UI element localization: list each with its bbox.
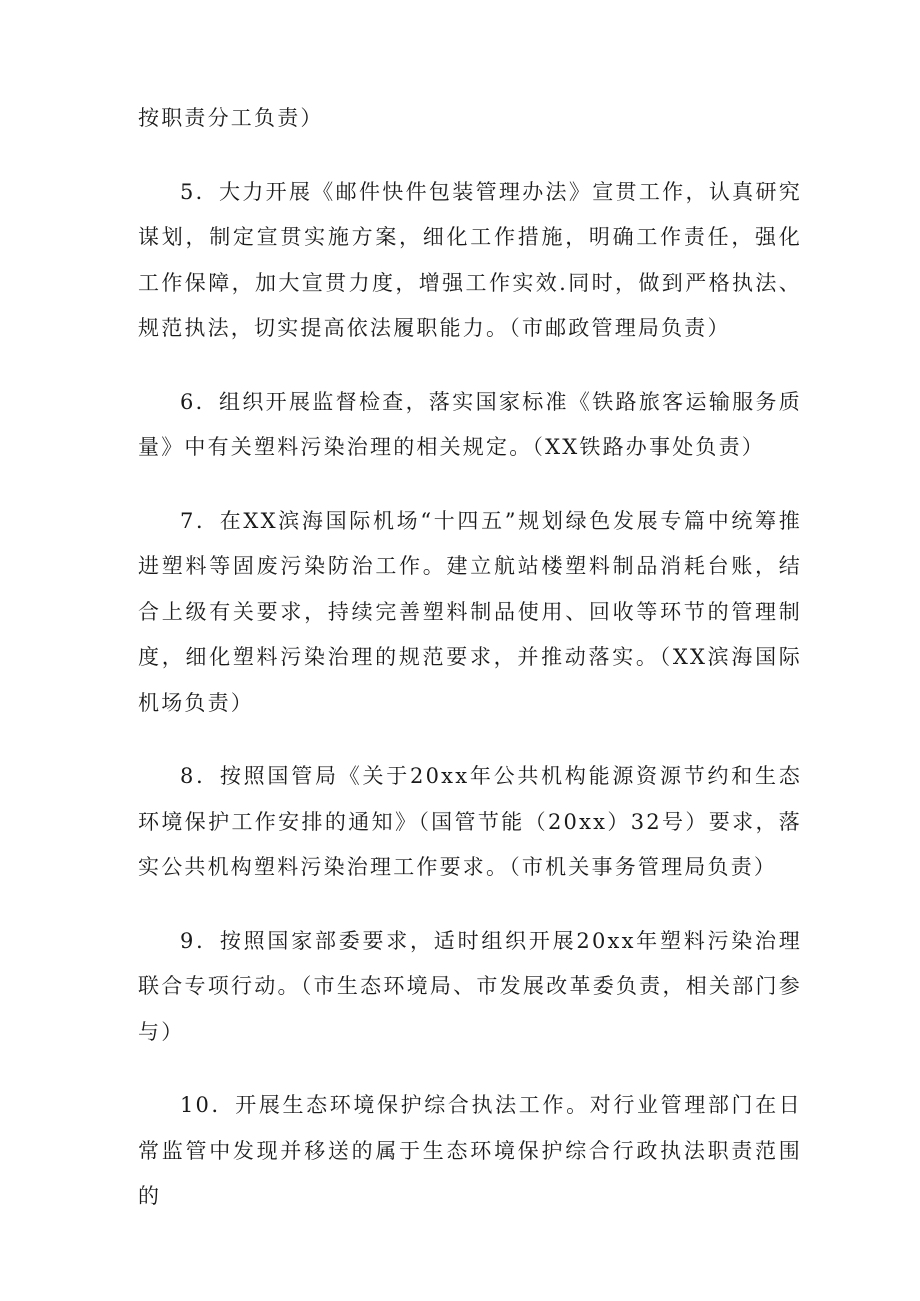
paragraph-continuation: 按职责分工负责）: [138, 106, 324, 130]
paragraph-item-7: 7．在XX滨海国际机场“十四五”规划绿色发展专篇中统筹推进塑料等固废污染防治工作。建立航站楼塑料制品消耗台账，结合上级有关要求，持续完善塑料制品使用、回收等环节的管理制度，细化塑料污染治理的规范要求，并推动落实。（XX滨海国际机场负责）: [138, 508, 802, 715]
paragraph-item-10: 10．开展生态环境保护综合执法工作。对行业管理部门在日常监管中发现并移送的属于生态环境保护综合行政执法职责范围的: [138, 1093, 802, 1208]
paragraph-item-5: 5．大力开展《邮件快件包装管理办法》宣贯工作，认真研究谋划，制定宣贯实施方案，细化工作措施，明确工作责任，强化工作保障，加大宣贯力度，增强工作实效.同时，做到严格执法、规范执法，切实提高依法履职能力。（市邮政管理局负责）: [138, 179, 802, 340]
paragraph-item-8: 8．按照国管局《关于20xx年公共机构能源资源节约和生态环境保护工作安排的通知》（国管节能（20xx）32号）要求，落实公共机构塑料污染治理工作要求。（市机关事务管理局负责）: [138, 764, 802, 879]
paragraph-item-6: 6．组织开展监督检查，落实国家标准《铁路旅客运输服务质量》中有关塑料污染治理的相关规定。（XX铁路办事处负责）: [138, 389, 802, 459]
document-body: [138, 96, 802, 1220]
paragraph-item-9: 9．按照国家部委要求，适时组织开展20xx年塑料污染治理联合专项行动。（市生态环境局、市发展改革委负责，相关部门参与）: [138, 928, 802, 1044]
